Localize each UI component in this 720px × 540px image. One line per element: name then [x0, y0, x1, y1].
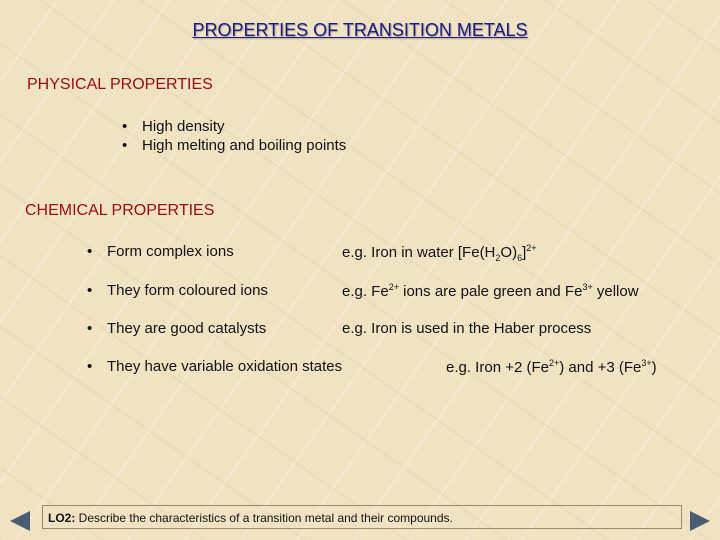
bullet-icon: •: [87, 320, 93, 337]
chemical-property-text: They have variable oxidation states: [107, 358, 343, 375]
chemical-property: [87, 320, 266, 337]
chemical-example: e.g. $Fe^{2+}$ ions are pale green and $Fe^{3+}$ yellow: [342, 282, 639, 300]
previous-slide-icon[interactable]: [10, 511, 30, 531]
chemical-example: e.g. Iron +2 $(Fe^{2+})$ and +3 $(Fe^{3+})$: [446, 358, 657, 376]
physical-item-text: High density: [142, 118, 225, 135]
physical-item: [122, 118, 225, 135]
physical-item: [122, 137, 346, 154]
physical-item-text: High melting and boiling points: [142, 137, 347, 154]
chemical-property-text: Form complex ions: [107, 243, 234, 260]
bullet-icon: •: [87, 282, 93, 299]
chemical-properties-heading: CHEMICAL PROPERTIES: [25, 202, 215, 219]
bullet-icon: •: [122, 118, 128, 135]
chemical-property: [87, 358, 342, 375]
bullet-icon: •: [87, 358, 93, 375]
chemical-example: e.g. Iron in water $[Fe(H_2O)_6]^{2+}$: [342, 243, 537, 263]
next-slide-icon[interactable]: [690, 511, 710, 531]
learning-objective-label: LO2:: [48, 511, 76, 525]
bullet-icon: •: [87, 243, 93, 260]
bullet-icon: •: [122, 137, 128, 154]
physical-properties-heading: PHYSICAL PROPERTIES: [27, 76, 213, 93]
learning-objective-box: [42, 505, 682, 529]
page-title: PROPERTIES OF TRANSITION METALS: [192, 20, 528, 40]
chemical-property: [87, 282, 268, 299]
chemical-property-text: They are good catalysts: [107, 320, 267, 337]
chemical-property-text: They form coloured ions: [107, 282, 268, 299]
chemical-example: e.g. Iron is used in the Haber process: [342, 320, 592, 337]
chemical-property: [87, 243, 234, 260]
learning-objective-text: Describe the characteristics of a transition metal and their compounds.: [75, 511, 453, 525]
